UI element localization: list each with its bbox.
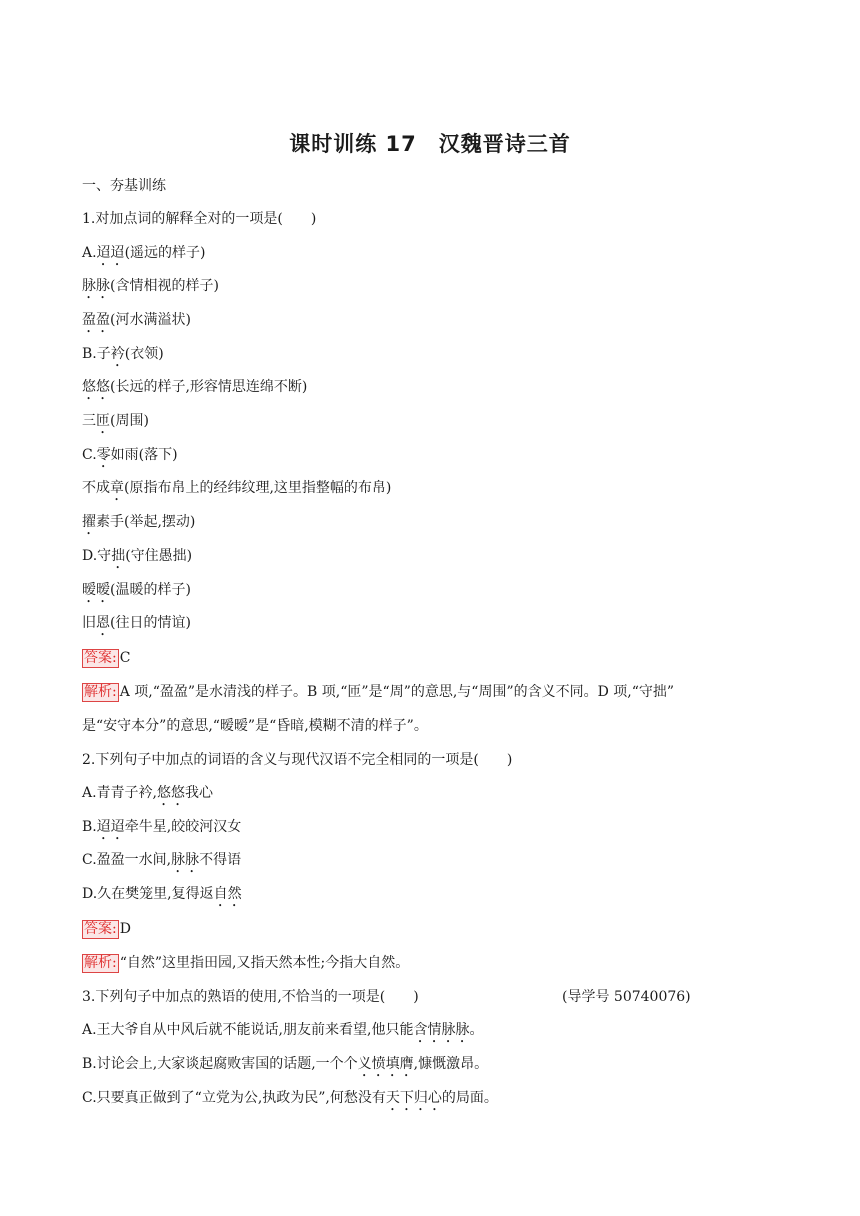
q2-answer-line (82, 919, 131, 939)
q1-option-d-line3 (82, 613, 191, 639)
q1-c-prefix-2: 不成 (82, 480, 110, 496)
q1-c-def-1: 如雨(落下) (110, 447, 178, 463)
q1-option-c-line1 (82, 445, 178, 471)
q3-a-dotted-word: 含情脉脉 (413, 1022, 470, 1038)
q1-d-label: D.守 (82, 548, 112, 564)
q1-option-d-line1 (82, 546, 192, 572)
q1-a-def-3: (河水满溢状) (110, 312, 191, 328)
q2-option-d (82, 884, 242, 910)
q3-a-text: A.王大爷自从中风后就不能说话,朋友前来看望,他只能 (82, 1022, 414, 1038)
analysis-tag: 解析: (84, 684, 117, 700)
q1-d-dotted-word-1: 拙 (111, 548, 126, 564)
answer-tag: 答案: (84, 650, 117, 666)
q2-b-text: B. (82, 819, 97, 835)
q2-d-dotted-word: 自然 (213, 886, 242, 902)
q1-d-prefix-3: 旧 (82, 615, 96, 631)
q3-stem-line (82, 987, 782, 1007)
q1-option-b-line3 (82, 411, 149, 437)
q2-b-tail: 牵牛星,皎皎河汉女 (124, 819, 242, 835)
q1-b-label: B.子 (82, 346, 111, 362)
q1-a-label: A. (82, 245, 97, 261)
q1-analysis-text-1: A 项,“盈盈”是水清浅的样子。B 项,“匝”是“周”的意思,与“周围”的含义不同。D 项,“守拙” (119, 684, 675, 700)
q2-c-text: C.盈盈一水间, (82, 852, 172, 868)
q1-analysis-line2: 是“安守本分”的意思,“暧暧”是“昏暗,模糊不清的样子”。 (82, 718, 428, 734)
q1-a-dotted-word-3: 盈盈 (82, 312, 110, 328)
q1-answer-value: C (119, 650, 131, 666)
q1-c-label: C. (82, 447, 97, 463)
q1-option-c-line3 (82, 512, 195, 538)
page-title: 课时训练 17 汉魏晋诗三首 (289, 132, 571, 156)
q1-a-def-1: (遥远的样子) (124, 245, 206, 261)
q1-d-dotted-word-2: 暧暧 (82, 582, 110, 598)
q3-option-c (82, 1088, 498, 1114)
q3-option-b (82, 1054, 488, 1080)
q1-option-c-line2 (82, 478, 391, 504)
q2-answer-value: D (119, 921, 131, 937)
q1-option-d-line2 (82, 580, 191, 606)
q1-a-dotted-word-2: 脉脉 (82, 278, 110, 294)
q3-b-dotted-word: 义愤填膺 (357, 1056, 414, 1072)
q2-option-a (82, 783, 213, 809)
q2-a-tail: 我心 (185, 785, 214, 801)
q1-option-b-line2 (82, 377, 307, 403)
q2-stem: 2.下列句子中加点的词语的含义与现代汉语不完全相同的一项是( ) (82, 752, 513, 768)
q1-b-dotted-word-3: 匝 (96, 413, 110, 429)
q3-reference-number: (导学号 50740076) (562, 989, 691, 1005)
q1-d-def-2: (温暖的样子) (110, 582, 191, 598)
q1-option-a-line1 (82, 243, 206, 269)
q1-stem: 1.对加点词的解释全对的一项是( ) (82, 211, 317, 227)
q1-d-def-1: (守住愚拙) (125, 548, 193, 564)
q1-a-dotted-word-1: 迢迢 (96, 245, 125, 261)
q2-option-c (82, 850, 241, 876)
q2-analysis-text: “自然”这里指田园,又指天然本性;今指大自然。 (119, 955, 410, 971)
q2-d-text: D.久在樊笼里,复得返 (82, 886, 214, 902)
q1-c-def-3: 素手(举起,摆动) (96, 514, 196, 530)
q2-b-dotted-word: 迢迢 (96, 819, 125, 835)
q3-option-a (82, 1020, 483, 1046)
q3-c-tail: 的局面。 (441, 1090, 498, 1106)
q1-c-dotted-word-3: 擢 (82, 514, 96, 530)
q3-c-text: C.只要真正做到了“立党为公,执政为民”,何愁没有 (82, 1090, 386, 1106)
q3-stem: 3.下列句子中加点的熟语的使用,不恰当的一项是( ) (82, 989, 419, 1005)
q1-b-dotted-word-2: 悠悠 (82, 379, 110, 395)
q2-a-text: A.青青子衿, (82, 785, 158, 801)
q2-c-tail: 不得语 (199, 852, 242, 868)
q3-c-dotted-word: 天下归心 (385, 1090, 442, 1106)
q2-a-dotted-word: 悠悠 (157, 785, 186, 801)
q1-b-def-1: (衣领) (124, 346, 164, 362)
q1-b-prefix-3: 三 (82, 413, 96, 429)
q1-option-a-line3 (82, 310, 191, 336)
q1-c-def-2: (原指布帛上的经纬纹理,这里指整幅的布帛) (124, 480, 392, 496)
q1-a-def-2: (含情相视的样子) (110, 278, 219, 294)
analysis-tag: 解析: (84, 955, 117, 971)
q3-a-tail: 。 (469, 1022, 484, 1038)
section-heading: 一、夯基训练 (82, 178, 166, 194)
q1-b-def-3: (周围) (110, 413, 149, 429)
q1-d-def-3: (往日的情谊) (110, 615, 191, 631)
q1-analysis-line1 (82, 682, 674, 702)
q1-b-def-2: (长远的样子,形容情思连绵不断) (110, 379, 308, 395)
q3-b-text: B.讨论会上,大家谈起腐败害国的话题,一个个 (82, 1056, 358, 1072)
q1-answer-line (82, 648, 130, 668)
q1-b-dotted-word-1: 衿 (110, 346, 125, 362)
q1-option-b-line1 (82, 344, 164, 370)
q1-option-a-line2 (82, 276, 219, 302)
q1-d-dotted-word-3: 恩 (96, 615, 110, 631)
q2-c-dotted-word: 脉脉 (171, 852, 200, 868)
answer-tag: 答案: (84, 921, 117, 937)
q1-c-dotted-word-2: 章 (110, 480, 124, 496)
q1-c-dotted-word-1: 零 (96, 447, 111, 463)
q2-option-b (82, 817, 241, 843)
q3-b-tail: ,慷慨激昂。 (413, 1056, 489, 1072)
q2-analysis-line (82, 953, 409, 973)
